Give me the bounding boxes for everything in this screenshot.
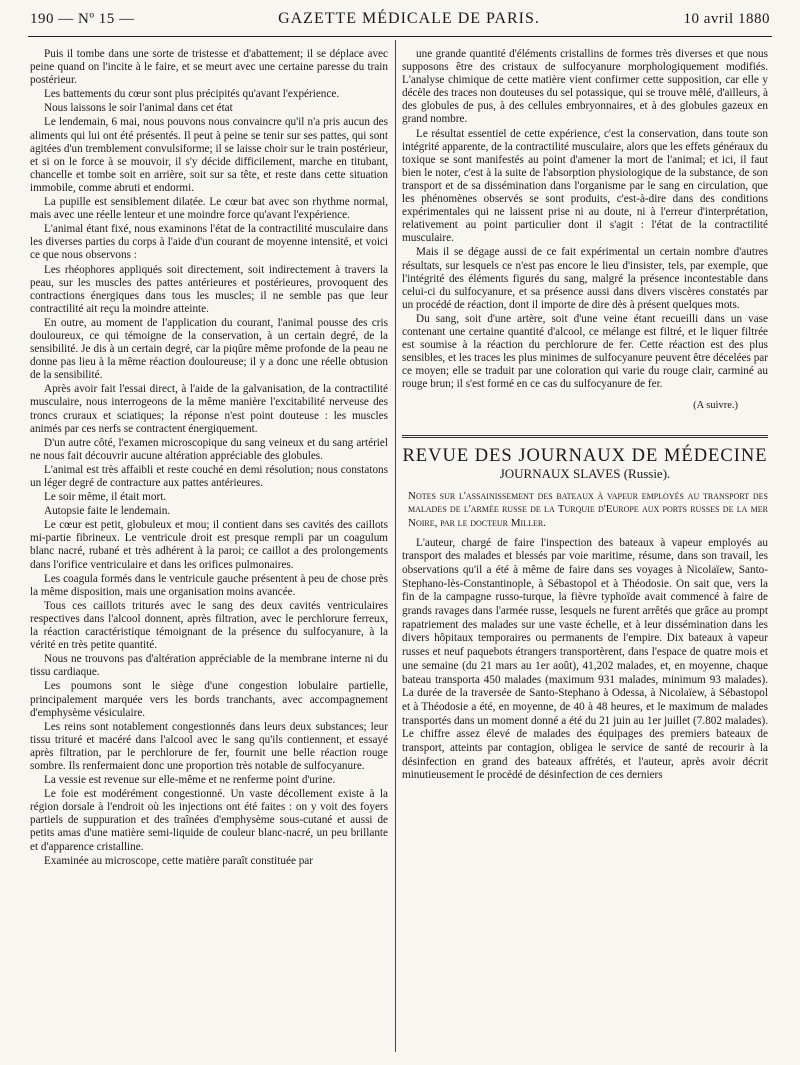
paragraph: une grande quantité d'éléments cristallins de formes très diverses et que nous supposons être des cristaux de sulfocyanure morphologiquement modifiés. L'analyse chimique de cette matière vient confirmer cette supposition, car elle y décèle des traces non douteuses du sel potassique, qui se trouve mêlé, d'ailleurs, à des globules de pus, à des cellules embryonnaires, et à des globules gazeux en grand nombre. bbox=[402, 48, 768, 126]
paragraph: Nous laissons le soir l'animal dans cet état bbox=[44, 102, 233, 115]
paragraph: Les battements du cœur sont plus précipités qu'avant l'expérience. bbox=[44, 88, 340, 101]
to-be-continued: (A suivre.) bbox=[693, 400, 738, 412]
section-title: REVUE DES JOURNAUX DE MÉDECINE bbox=[402, 445, 768, 466]
paragraph: Les coagula formés dans le ventricule gauche présentent à peu de chose près la même disposition, mais une organisation moins avancée. bbox=[30, 572, 388, 598]
paragraph: Le résultat essentiel de cette expérience, c'est la conservation, dans toute son intégrité apparente, de la contractilité musculaire, alors que les effets généraux du toxique se sont manifestés au point d'amener la mort de l'animal; et ici, il faut bien le noter, c'est à la suite de l'absorption physiologique de la substance, de son transport et de sa dissémination dans l'organisme par le sang en circulation, que les phénomènes observés se sont produits, c'est-à-dire dans des conditions expérimentales qui ne laissent prise ni au doute, ni à l'erreur d'interprétation, relativement au point particulier dont il s'agit : l'état de la contractilité musculaire. bbox=[402, 127, 768, 245]
paragraph: La pupille est sensiblement dilatée. Le cœur bat avec son rhythme normal, mais avec une réelle lenteur et une moindre force qu'avant l'expérience. bbox=[30, 196, 388, 222]
page-header bbox=[30, 10, 770, 36]
paragraph: L'auteur, chargé de faire l'inspection des bateaux à vapeur employés au transport des malades et blessés par voie maritime, résume, dans son travail, les observations qu'il a été à même de faire dans ses voyages à Nicolaïew, Santo-Stephano-lès-Constantinople, à Sébastopol et à Théodosie. On sait que, vers la fin de la campagne russo-turque, la fièvre typhoïde avait commencé à faire de grands ravages dans l'armée russe, lesquels ne furent arrêtés que grâce au prompt rapatriement des malades sur une vaste échelle, et à leur dissémination dans les divers hôpitaux temporaires ou permanents de l'empire. Dix bateaux à vapeur russes et neuf paquebots étrangers transportèrent, dans l'espace de quatre mois et une semaine (du 21 mars au 1er août), 41,202 malades, et, en moyenne, chaque bateau transporta 450 malades (maximum 931 malades, minimum 93 malades). La durée de la traversée de Santo-Stephano à Odessa, à Nicolaïew, à Sébastopol et à Théodosie a été, en moyenne, de 40 à 48 heures, et le maximum de malades transportés dans un moment donné a été du 21 juin au 1er juillet (7.802 malades). Le chiffre assez élevé de malades des équipages des premiers bateaux de transport, atteints par contagion, obligea le service de santé de recourir à la désinfection en grand des bateaux affrétés, et l'auteur, après avoir décrit minutieusement le procédé de désinfection de ces derniers bbox=[402, 536, 768, 782]
paragraph: Tous ces caillots triturés avec le sang des deux cavités ventriculaires respectives dans l'alcool donnent, après filtration, avec le perchlorure ferreux, la réaction caractéristique témoignant de la présence du sulfocyanure, à la vérité en très petite quantité. bbox=[30, 599, 388, 652]
paragraph: La vessie est revenue sur elle-même et ne renferme point d'urine. bbox=[44, 774, 336, 787]
paragraph: D'un autre côté, l'examen microscopique du sang veineux et du sang artériel ne nous fait découvrir aucune altération appréciable des globules. bbox=[30, 436, 388, 462]
paragraph: Examinée au microscope, cette matière paraît constituée par bbox=[44, 854, 313, 867]
article-title bbox=[402, 490, 768, 531]
section-subtitle: JOURNAUX SLAVES (Russie). bbox=[499, 465, 671, 481]
paragraph: L'animal est très affaibli et reste couché en demi résolution; nous constatons un léger degré de contracture aux pattes antérieures. bbox=[30, 463, 388, 489]
column-divider bbox=[395, 40, 396, 1052]
paragraph: Le soir même, il était mort. bbox=[44, 491, 167, 504]
paragraph: Autopsie faite le lendemain. bbox=[44, 505, 171, 518]
right-column bbox=[402, 48, 768, 1053]
paragraph: Nous ne trouvons pas d'altération appréciable de la membrane interne ni du tissu cardiaque. bbox=[30, 653, 388, 679]
header-rule bbox=[28, 36, 772, 37]
page-number: 190 — Nº 15 — bbox=[30, 11, 135, 27]
left-column bbox=[30, 48, 388, 1053]
paragraph: Les reins sont notablement congestionnés dans leurs deux substances; leur tissu trituré et macéré dans l'alcool avec le sang qu'ils contiennent, et essayé après filtration, par le perchlorure de fer, fournit une belle réaction rouge sombre. Ils renfermaient donc une proportion très notable de sulfocyanure. bbox=[30, 720, 388, 772]
paragraph: Du sang, soit d'une artère, soit d'une veine étant recueilli dans un vase contenant une certaine quantité d'alcool, ce mélange est filtré, et le liquer filtrée est soumise à la réaction du perchlorure de fer. Cette réaction est des plus sensibles, et les traces les plus minimes de sulfocyanure peuvent être décelées par ce moyen; elle se traduit par une coloration qui varie du rouge clair, carminé au rouge brun; il s'est formé en ce cas du sulfocyanure de fer. bbox=[402, 312, 768, 391]
paragraph: Les poumons sont le siège d'une congestion lobulaire partielle, principalement marquée vers les bords tranchants, avec accompagnement d'emphysème vésiculaire. bbox=[30, 680, 388, 719]
article-body bbox=[402, 537, 768, 784]
section-rule bbox=[402, 435, 768, 438]
paragraph: Le foie est modérément congestionné. Un vaste décollement existe à la région dorsale à l'endroit où les injections ont été faites : on y voit des foyers partiels de suppuration et des traînées d'emphysème sous-cutané et aussi de petits amas d'une matière semi-liquide de couleur blanc-nacré, un peu brillante et d'apparence cristalline. bbox=[30, 788, 388, 853]
journal-title: GAZETTE MÉDICALE DE PARIS. bbox=[278, 10, 540, 27]
paragraph: Puis il tombe dans une sorte de tristesse et d'abattement; il se déplace avec peine quand on l'incite à le faire, et se meurt avec une certaine paresse du train postérieur. bbox=[30, 48, 388, 87]
paragraph: Après avoir fait l'essai direct, à l'aide de la galvanisation, de la contractilité musculaire, nous interrogeons de la même manière l'excitabilité nerveuse des troncs cruraux et sciatiques; la réponse n'est point douteuse : les muscles animés par ces nerfs se contractent énergiquement. bbox=[30, 383, 388, 435]
article-title-text: Notes sur l'assainissement des bateaux à vapeur employés au transport des malades de l'armée russe de la Turquie d'Europe aux ports russes de la mer Noire, par le docteur Miller. bbox=[408, 489, 768, 529]
paragraph: L'animal étant fixé, nous examinons l'état de la contractilité musculaire dans les diverses parties du corps à l'aide d'un courant de moyenne intensité, et voici ce que nous observons : bbox=[30, 223, 388, 262]
paragraph: En outre, au moment de l'application du courant, l'animal pousse des cris douloureux, ce qui témoigne de la conservation, à un certain degré, de la sensibilité. Je dis à un certain degré, car la piqûre même profonde de la peau ne donne pas lieu à la même réaction douloureuse; il y a donc une réelle obtusion de la sensibilité. bbox=[30, 316, 388, 382]
paragraph: Mais il se dégage aussi de ce fait expérimental un certain nombre d'autres résultats, sur lesquels ce n'est pas encore le lieu d'insister, tels, par exemple, que l'intégrité des éléments figurés du sang, malgré la présence incontestable dans celui-ci du sulfocyanure, et sa présence aussi dans divers viscères constatés par un procédé de réaction, dont il importe de dire dès à présent quelques mots. bbox=[402, 246, 768, 311]
paragraph: Les rhéophores appliqués soit directement, soit indirectement à travers la peau, sur les muscles des pattes antérieures et postérieures, provoquent des contractions énergiques dans tous les muscles; il ne semble pas que leur contractilité ait reçu la moindre atteinte. bbox=[30, 263, 388, 315]
paragraph: Le lendemain, 6 mai, nous pouvons nous convaincre qu'il n'a pris aucun des aliments qui lui ont été présentés. Il peut à peine se tenir sur ses pattes, qui sont agitées d'un tremblement convulsiforme; il se laisse choir sur le train postérieur, et si on le force à se mouvoir, il s'y décide difficilement, marche en titubant, chancelle et tombe soit en arrière, soit sur sa tête, et reste dans cette situation immobile, comme abruti et endormi. bbox=[30, 116, 388, 194]
issue-date: 10 avril 1880 bbox=[683, 11, 770, 27]
paragraph: Le cœur est petit, globuleux et mou; il contient dans ses cavités des caillots mi-partie fibrineux. Le ventricule droit est presque rempli par un coagulum blanc nacré, rubané et très adhérent à la paroi; ce caillot a des prolongements dans l'orifice ventriculaire et dans les orifices pulmonaires. bbox=[30, 519, 388, 571]
